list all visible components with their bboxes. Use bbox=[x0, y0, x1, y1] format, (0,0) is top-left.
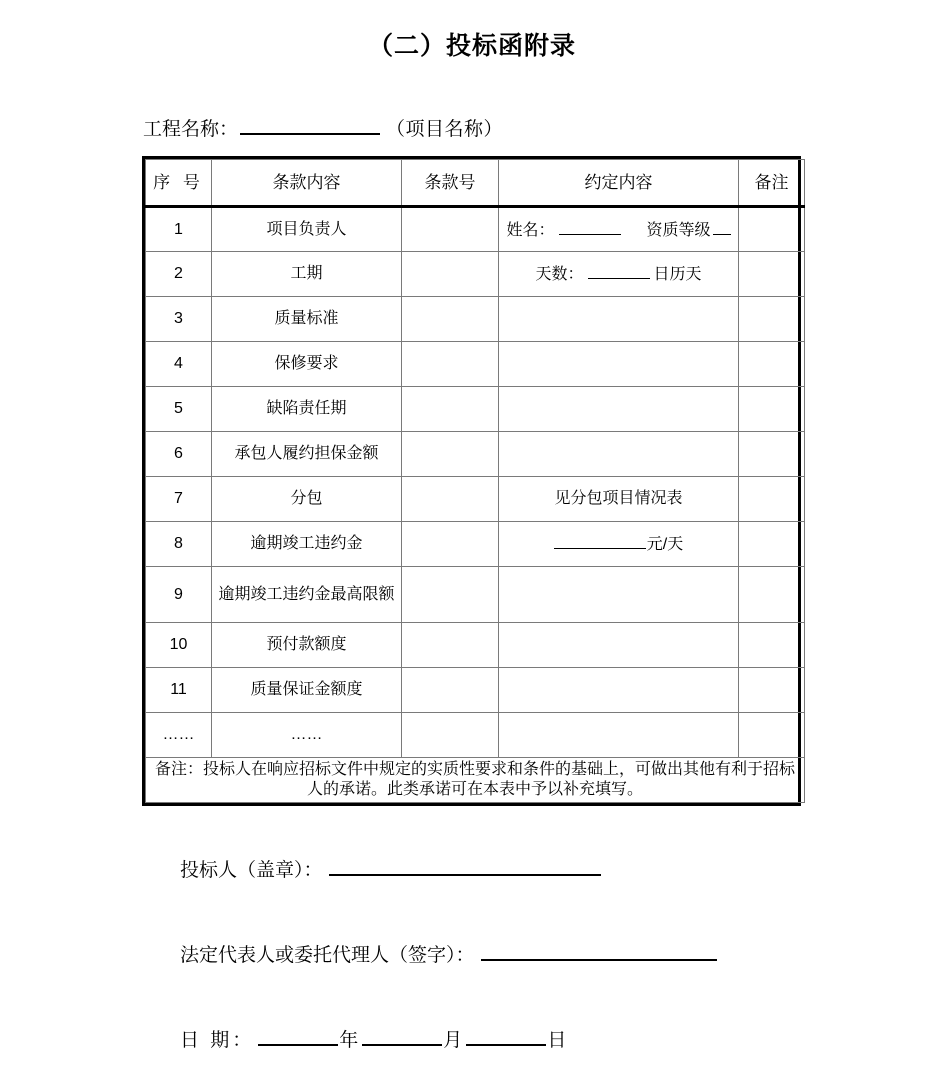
row-item: 缺陷责任期 bbox=[212, 387, 402, 432]
table-header-row bbox=[146, 160, 805, 207]
row-agreed-input[interactable] bbox=[499, 297, 739, 342]
signature-block bbox=[180, 855, 880, 1052]
row-no: 5 bbox=[146, 387, 212, 432]
table-row bbox=[146, 342, 805, 387]
row-agreed: 见分包项目情况表 bbox=[499, 477, 739, 522]
penalty-amount-input[interactable] bbox=[554, 533, 646, 549]
days-input[interactable] bbox=[588, 263, 650, 279]
representative-label: 法定代表人或委托代理人（签字）： bbox=[180, 945, 475, 966]
row-item: 质量保证金额度 bbox=[212, 668, 402, 713]
project-name-input[interactable] bbox=[240, 116, 380, 135]
column-header-no bbox=[146, 160, 212, 207]
row-agreed-input[interactable] bbox=[499, 342, 739, 387]
row-remark-input[interactable] bbox=[739, 297, 805, 342]
row-agreed-input[interactable] bbox=[499, 623, 739, 668]
column-header-agreed: 约定内容 bbox=[499, 160, 739, 207]
table-row bbox=[146, 668, 805, 713]
row-agreed bbox=[499, 522, 739, 567]
table-row bbox=[146, 252, 805, 297]
date-line bbox=[180, 1025, 880, 1052]
row-agreed-input[interactable] bbox=[499, 713, 739, 758]
table-row bbox=[146, 522, 805, 567]
project-name-line bbox=[143, 114, 503, 141]
row-remark-input[interactable] bbox=[739, 342, 805, 387]
row-remark-input[interactable] bbox=[739, 477, 805, 522]
row-no: 6 bbox=[146, 432, 212, 477]
row-no: 2 bbox=[146, 252, 212, 297]
column-header-remark: 备注 bbox=[739, 160, 805, 207]
project-name-hint: （项目名称） bbox=[386, 119, 504, 140]
row-item: 逾期竣工违约金最高限额 bbox=[212, 567, 402, 623]
agreed-prefix-label: 天数： bbox=[535, 266, 584, 283]
row-agreed-input[interactable] bbox=[499, 432, 739, 477]
representative-signature-line bbox=[180, 940, 880, 967]
row-agreed-input[interactable] bbox=[499, 567, 739, 623]
row-no: 11 bbox=[146, 668, 212, 713]
row-clause-input[interactable] bbox=[402, 387, 499, 432]
row-no: 3 bbox=[146, 297, 212, 342]
row-clause-input[interactable] bbox=[402, 623, 499, 668]
row-remark-input[interactable] bbox=[739, 252, 805, 297]
table-row bbox=[146, 387, 805, 432]
row-item: 工期 bbox=[212, 252, 402, 297]
agreed-mid-label: 日历天 bbox=[653, 266, 702, 283]
row-clause-input[interactable] bbox=[402, 207, 499, 252]
row-clause-input[interactable] bbox=[402, 432, 499, 477]
bid-letter-appendix-table bbox=[142, 156, 801, 806]
row-clause-input[interactable] bbox=[402, 252, 499, 297]
table-row bbox=[146, 207, 805, 252]
date-year-input[interactable] bbox=[258, 1027, 338, 1046]
row-clause-input[interactable] bbox=[402, 522, 499, 567]
row-remark-input[interactable] bbox=[739, 668, 805, 713]
table-row bbox=[146, 432, 805, 477]
qualification-level-input[interactable] bbox=[713, 219, 731, 235]
row-remark-input[interactable] bbox=[739, 713, 805, 758]
column-header-no-label: 序 号 bbox=[153, 172, 204, 192]
agreed-unit-label: 元/天 bbox=[646, 536, 684, 553]
row-clause-input[interactable] bbox=[402, 477, 499, 522]
row-item: 项目负责人 bbox=[212, 207, 402, 252]
row-item: 质量标准 bbox=[212, 297, 402, 342]
row-agreed bbox=[499, 252, 739, 297]
date-label: 日 期： bbox=[180, 1030, 255, 1051]
table-row bbox=[146, 297, 805, 342]
bidder-signature-line bbox=[180, 855, 880, 882]
table-row bbox=[146, 623, 805, 668]
row-no: 8 bbox=[146, 522, 212, 567]
row-item: 预付款额度 bbox=[212, 623, 402, 668]
row-agreed bbox=[499, 207, 739, 252]
row-item: …… bbox=[212, 713, 402, 758]
row-remark-input[interactable] bbox=[739, 522, 805, 567]
project-name-label: 工程名称： bbox=[143, 119, 239, 140]
row-item: 承包人履约担保金额 bbox=[212, 432, 402, 477]
table-note: 备注：投标人在响应招标文件中规定的实质性要求和条件的基础上，可做出其他有利于招标人的承诺。此类承诺可在本表中予以补充填写。 bbox=[146, 758, 805, 803]
row-clause-input[interactable] bbox=[402, 713, 499, 758]
date-day-input[interactable] bbox=[466, 1027, 546, 1046]
name-input[interactable] bbox=[559, 219, 621, 235]
row-no: …… bbox=[146, 713, 212, 758]
date-day-unit: 日 bbox=[547, 1030, 567, 1051]
agreed-prefix-label: 姓名： bbox=[506, 221, 555, 239]
row-remark-input[interactable] bbox=[739, 432, 805, 477]
table-row bbox=[146, 567, 805, 623]
column-header-clause: 条款号 bbox=[402, 160, 499, 207]
date-month-input[interactable] bbox=[362, 1027, 442, 1046]
column-header-item: 条款内容 bbox=[212, 160, 402, 207]
row-no: 1 bbox=[146, 207, 212, 252]
row-clause-input[interactable] bbox=[402, 567, 499, 623]
date-year-unit: 年 bbox=[339, 1030, 359, 1051]
row-no: 7 bbox=[146, 477, 212, 522]
row-clause-input[interactable] bbox=[402, 342, 499, 387]
row-clause-input[interactable] bbox=[402, 668, 499, 713]
table-row bbox=[146, 477, 805, 522]
row-agreed-input[interactable] bbox=[499, 387, 739, 432]
date-month-unit: 月 bbox=[443, 1030, 463, 1051]
table-row bbox=[146, 713, 805, 758]
row-no: 10 bbox=[146, 623, 212, 668]
row-remark-input[interactable] bbox=[739, 207, 805, 252]
row-agreed-input[interactable] bbox=[499, 668, 739, 713]
row-remark-input[interactable] bbox=[739, 567, 805, 623]
row-item: 保修要求 bbox=[212, 342, 402, 387]
page-title: （二）投标函附录 bbox=[367, 32, 576, 60]
row-remark-input[interactable] bbox=[739, 623, 805, 668]
bidder-label: 投标人（盖章）： bbox=[180, 860, 323, 881]
representative-signature-input[interactable] bbox=[481, 942, 717, 961]
row-item: 分包 bbox=[212, 477, 402, 522]
row-clause-input[interactable] bbox=[402, 297, 499, 342]
row-no: 9 bbox=[146, 567, 212, 623]
agreed-mid-label: 资质等级 bbox=[646, 221, 711, 239]
row-item: 逾期竣工违约金 bbox=[212, 522, 402, 567]
row-remark-input[interactable] bbox=[739, 387, 805, 432]
row-no: 4 bbox=[146, 342, 212, 387]
table-note-row bbox=[146, 758, 805, 803]
bidder-seal-input[interactable] bbox=[329, 857, 601, 876]
